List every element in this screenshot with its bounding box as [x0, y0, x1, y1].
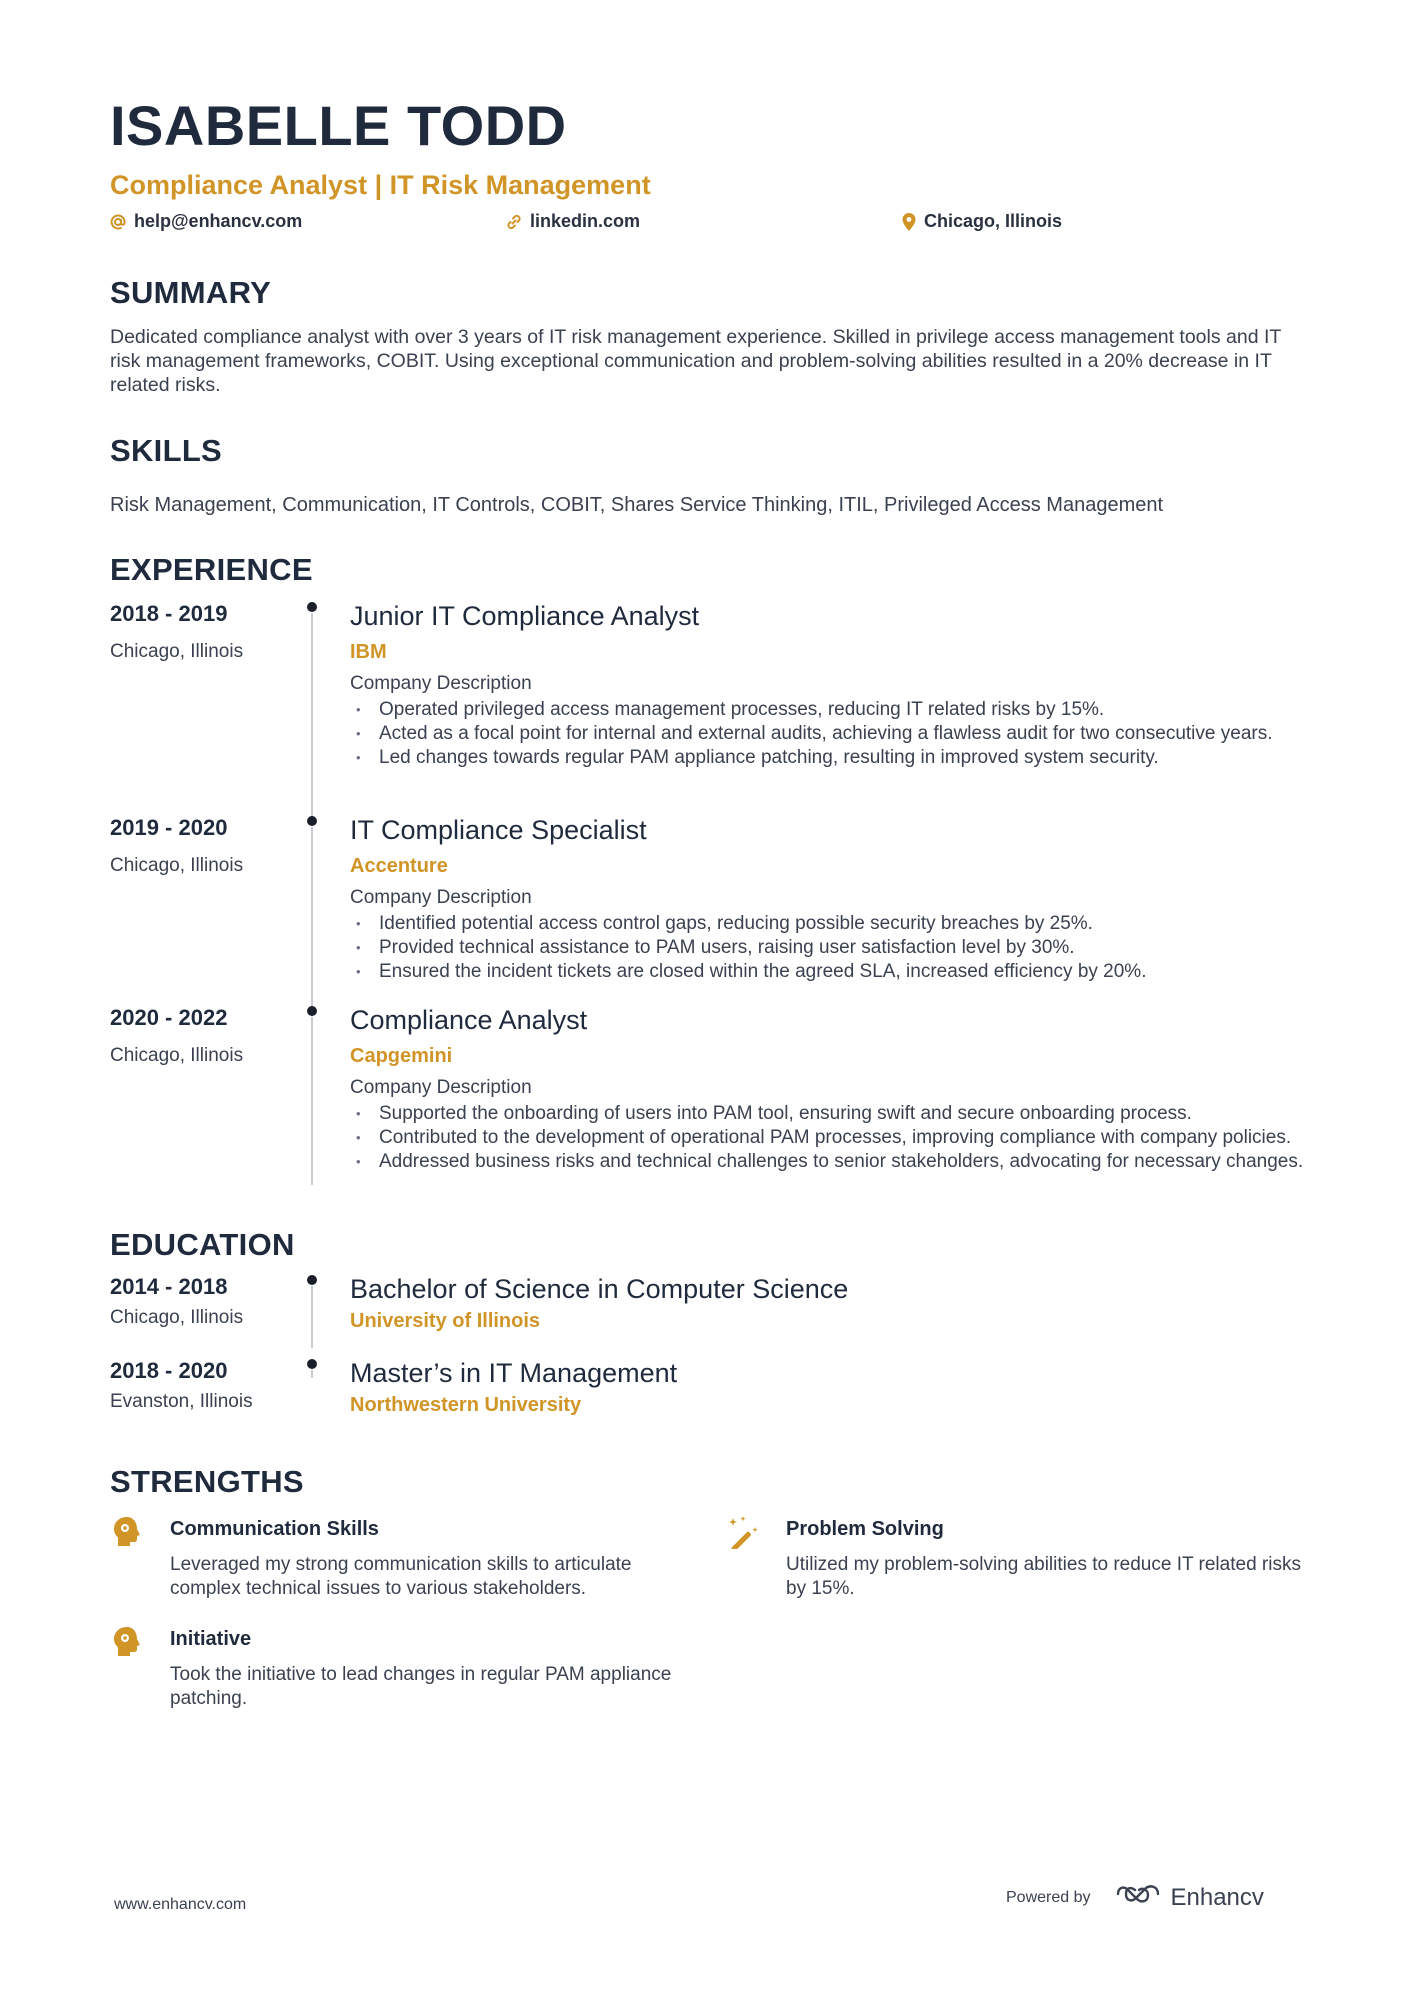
strength-item [726, 1518, 1301, 1619]
footer-branding [1006, 1882, 1264, 1913]
strength-text: Leveraged my strong communication skills to articulate complex technical issues to various stakeholders. [170, 1554, 632, 1599]
strength-item [110, 1519, 670, 1619]
candidate-name: ISABELLE TODD [110, 94, 567, 157]
education-list [110, 1276, 1310, 1420]
experience-company: Capgemini [350, 1045, 453, 1067]
education-period: 2014 - 2018 [110, 1274, 228, 1299]
strength-item [110, 1629, 670, 1719]
experience-period: 2019 - 2020 [110, 815, 228, 840]
strength-name: Initiative [170, 1628, 252, 1650]
company-description: Company Description [350, 887, 532, 908]
linkedin-text: linkedin.com [530, 211, 641, 231]
head-brain-icon [110, 1515, 144, 1549]
education-degree: Bachelor of Science in Computer Science [350, 1274, 849, 1304]
experience-location: Chicago, Illinois [110, 641, 244, 662]
contact-linkedin[interactable] [506, 211, 640, 232]
experience-list [110, 603, 1310, 1185]
contact-email[interactable] [110, 211, 302, 232]
footer-website[interactable]: www.enhancv.com [114, 1896, 247, 1913]
bullet-item: • Acted as a focal point for internal and external audits, achieving a flawless audit for two consecutive years. [350, 722, 1310, 746]
summary-heading: SUMMARY [110, 275, 272, 310]
candidate-title: Compliance Analyst | IT Risk Management [110, 170, 651, 200]
experience-role: Junior IT Compliance Analyst [350, 601, 700, 631]
skills-section [110, 435, 1310, 517]
experience-location: Chicago, Illinois [110, 855, 244, 876]
experience-bullets [350, 698, 1310, 770]
education-location: Evanston, Illinois [110, 1391, 253, 1412]
timeline-marker [304, 603, 318, 817]
email-text: help@enhancv.com [134, 211, 303, 231]
magic-wand-icon [726, 1515, 760, 1549]
brand-logo[interactable] [1115, 1882, 1264, 1913]
link-icon [506, 214, 522, 230]
strength-name: Problem Solving [786, 1518, 944, 1540]
skills-heading: SKILLS [110, 433, 223, 468]
experience-role: IT Compliance Specialist [350, 815, 647, 845]
strength-text: Utilized my problem-solving abilities to reduce IT related risks by 15%. [786, 1554, 1301, 1599]
summary-section [110, 277, 1310, 397]
strengths-section [110, 1466, 1310, 1719]
head-brain-icon [110, 1625, 144, 1659]
education-location: Chicago, Illinois [110, 1307, 244, 1328]
brand-name: Enhancv [1170, 1883, 1264, 1911]
experience-company: Accenture [350, 855, 448, 877]
experience-role: Compliance Analyst [350, 1005, 588, 1035]
skills-text: Risk Management, Communication, IT Controls, COBIT, Shares Service Thinking, ITIL, Privileged Access Management [110, 494, 1164, 516]
strengths-list [110, 1519, 1310, 1719]
experience-bullets [350, 1102, 1310, 1174]
education-entry [110, 1360, 1310, 1420]
bullet-item: • Led changes towards regular PAM appliance patching, resulting in improved system security. [350, 746, 1310, 770]
experience-entry [110, 1007, 1310, 1185]
bullet-item: • Supported the onboarding of users into PAM tool, ensuring swift and secure onboarding process. [350, 1102, 1310, 1126]
summary-text: Dedicated compliance analyst with over 3 years of IT risk management experience. Skilled in privilege access management tools and IT risk management frameworks, COBIT. Using exceptional communication and problem-solving abilities resulted in a 20% decrease in IT related risks. [110, 326, 1281, 396]
bullet-item: • Operated privileged access management processes, reducing IT related risks by 15%. [350, 698, 1310, 722]
timeline-marker [304, 1007, 318, 1185]
education-degree: Master’s in IT Management [350, 1358, 678, 1388]
contact-row [110, 211, 1310, 239]
strength-name: Communication Skills [170, 1518, 379, 1540]
experience-entry [110, 817, 1310, 1007]
bullet-item: • Addressed business risks and technical challenges to senior stakeholders, advocating for necessary changes. [350, 1150, 1310, 1174]
experience-entry [110, 603, 1310, 817]
bullet-item: • Identified potential access control gaps, reducing possible security breaches by 25%. [350, 912, 1310, 936]
timeline-marker [304, 1360, 318, 1378]
education-school: University of Illinois [350, 1310, 541, 1332]
timeline-marker [304, 817, 318, 1007]
bullet-item: • Ensured the incident tickets are closed within the agreed SLA, increased efficiency by 20%. [350, 960, 1310, 984]
bullet-item: • Provided technical assistance to PAM users, raising user satisfaction level by 30%. [350, 936, 1310, 960]
powered-by-label: Powered by [1006, 1888, 1091, 1906]
experience-bullets [350, 912, 1310, 984]
education-school: Northwestern University [350, 1394, 582, 1416]
strengths-heading: STRENGTHS [110, 1464, 304, 1499]
map-pin-icon [902, 213, 916, 231]
education-entry [110, 1276, 1310, 1360]
experience-section [110, 554, 1310, 1185]
experience-location: Chicago, Illinois [110, 1045, 244, 1066]
education-section [110, 1229, 1310, 1420]
experience-heading: EXPERIENCE [110, 552, 313, 587]
at-icon [110, 214, 126, 230]
contact-location [902, 211, 1062, 232]
experience-company: IBM [350, 641, 387, 663]
company-description: Company Description [350, 673, 532, 694]
education-heading: EDUCATION [110, 1227, 295, 1262]
education-period: 2018 - 2020 [110, 1358, 228, 1383]
location-text: Chicago, Illinois [924, 211, 1063, 231]
strength-text: Took the initiative to lead changes in regular PAM appliance patching. [170, 1664, 672, 1709]
experience-period: 2018 - 2019 [110, 601, 228, 626]
experience-period: 2020 - 2022 [110, 1005, 228, 1030]
resume-page [110, 94, 1310, 1719]
enhancv-logo-icon [1115, 1882, 1161, 1913]
bullet-item: • Contributed to the development of operational PAM processes, improving compliance with company policies. [350, 1126, 1310, 1150]
company-description: Company Description [350, 1077, 532, 1098]
timeline-marker [304, 1276, 318, 1348]
